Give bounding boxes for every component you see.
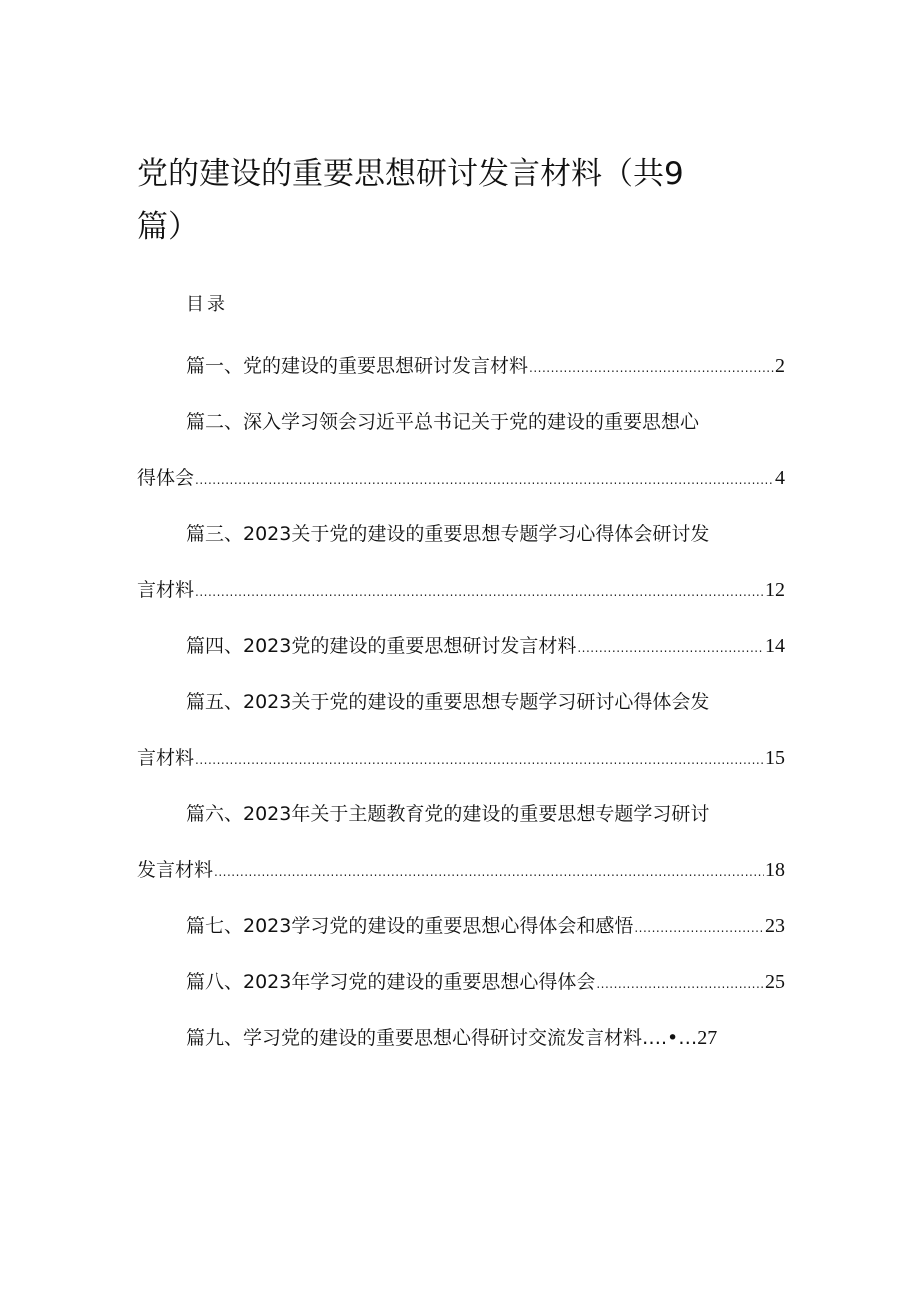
document-title <box>137 148 757 254</box>
toc-entry[interactable] <box>137 506 785 618</box>
toc-entry[interactable] <box>137 1010 785 1066</box>
toc-entry-title: 篇七、2023学习党的建设的重要思想心得体会和感悟 <box>186 915 634 937</box>
toc-entry[interactable] <box>137 394 785 506</box>
toc-entry[interactable] <box>137 954 785 1010</box>
toc-entry-title: 篇九、学习党的建设的重要思想心得研讨交流发言材料….•… <box>186 1027 698 1049</box>
dot-leader <box>195 452 774 506</box>
toc-entry-title: 篇八、2023年学习党的建设的重要思想心得体会 <box>186 971 596 993</box>
toc-page-number: 15 <box>765 747 785 769</box>
toc-entry-title: 篇三、2023关于党的建设的重要思想专题学习心得体会研讨发 <box>186 523 710 545</box>
toc-entry-title-continued: 言材料 <box>137 747 195 769</box>
toc-page-number: 25 <box>765 971 785 993</box>
toc-entry-leader-line <box>137 898 785 954</box>
dot-leader <box>195 732 764 786</box>
dot-leader <box>577 620 764 674</box>
toc-entry-title-continued: 发言材料 <box>137 859 214 881</box>
dot-leader <box>214 844 764 898</box>
toc-entry-leader-line <box>137 954 785 1010</box>
toc-page-number: 4 <box>775 467 785 489</box>
toc-entry-title: 篇六、2023年关于主题教育党的建设的重要思想专题学习研讨 <box>186 803 710 825</box>
toc-entry-title: 篇二、深入学习领会习近平总书记关于党的建设的重要思想心 <box>186 411 700 433</box>
toc-entry-title: 篇一、党的建设的重要思想研讨发言材料 <box>186 355 529 377</box>
toc-page-number: 23 <box>765 915 785 937</box>
toc-page-number: 27 <box>697 1027 718 1049</box>
toc-entry-leader-line <box>137 842 785 898</box>
toc-entry-leader-line <box>137 338 785 394</box>
toc-page-number: 12 <box>765 579 785 601</box>
toc-page-number: 2 <box>775 355 785 377</box>
toc-entry-leader-line <box>137 562 785 618</box>
title-line-2: 篇） <box>137 209 199 245</box>
toc-entry-leader-line <box>137 618 785 674</box>
dot-leader <box>634 900 764 954</box>
toc-entry-title-continued: 得体会 <box>137 467 195 489</box>
toc-entry[interactable] <box>137 338 785 394</box>
toc-page-number: 18 <box>765 859 785 881</box>
toc-heading: 目录 <box>186 294 228 315</box>
toc-entry-title: 篇五、2023关于党的建设的重要思想专题学习研讨心得体会发 <box>186 691 710 713</box>
toc-entry-leader-line <box>137 1010 785 1066</box>
dot-leader <box>529 340 774 394</box>
title-line-1: 党的建设的重要思想研讨发言材料（共9 <box>137 156 684 192</box>
dot-leader <box>195 564 764 618</box>
toc-page-number: 14 <box>765 635 785 657</box>
table-of-contents <box>137 338 785 1066</box>
toc-entry[interactable] <box>137 674 785 786</box>
toc-entry-leader-line <box>137 730 785 786</box>
toc-entry-title: 篇四、2023党的建设的重要思想研讨发言材料 <box>186 635 577 657</box>
dot-leader <box>596 956 764 1010</box>
toc-entry[interactable] <box>137 786 785 898</box>
toc-entry-title-continued: 言材料 <box>137 579 195 601</box>
toc-entry-leader-line <box>137 450 785 506</box>
toc-entry[interactable] <box>137 898 785 954</box>
toc-entry[interactable] <box>137 618 785 674</box>
